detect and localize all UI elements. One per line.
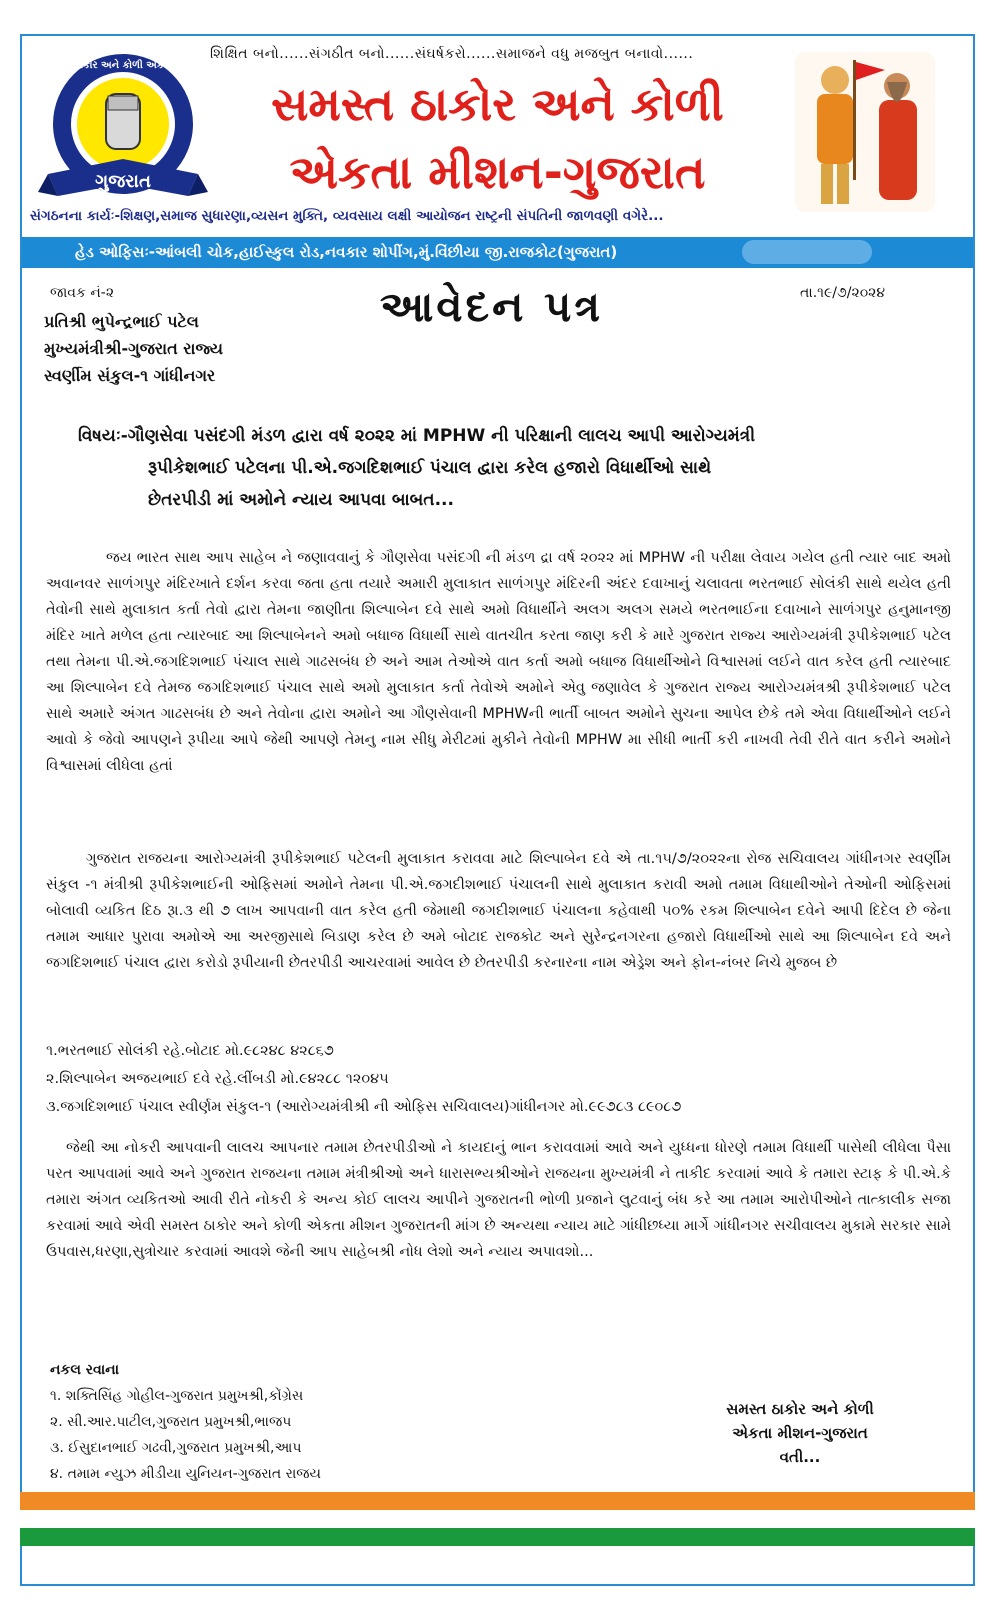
- logo-ring-text: સમસ્ત ઠાકોર અને કોળી એકતા મીશન: [44, 60, 202, 71]
- document-title: આવેદન પત્ર: [380, 282, 604, 331]
- accused-item: ૧.ભરતભાઈ સોલંકી રહે.બોટાદ મો.૯૮૨૪૮ ૪૨૮૬૭: [46, 1043, 334, 1059]
- copy-to-item: ૪. તમામ ન્યુઝ મીડીયા યુનિયન-ગુજરાત રાજય: [50, 1466, 321, 1482]
- copy-to-heading: નકલ રવાના: [50, 1362, 120, 1378]
- copy-to-item: ૩. ઈસુદાનભાઈ ગઢવી,ગુજરાત પ્રમુખશ્રી,આપ: [50, 1440, 302, 1456]
- signature-line: વતી...: [779, 1448, 821, 1466]
- org-title-line2: એકતા મીશન-ગુજરાત: [289, 145, 706, 199]
- letter-date: તા.૧૯/૭/૨૦૨૪: [800, 285, 886, 301]
- signature-line: સમસ્ત ઠાકોર અને કોળી: [726, 1400, 874, 1418]
- logo-banner-text: ગુજરાત: [95, 171, 151, 192]
- deity-illustration: [795, 52, 935, 212]
- head-office-address: હેડ ઓફિસઃ-આંબલી ચોક,હાઈસ્કુલ રોડ,નવકાર શોપીંગ,મું.વિંછીયા જી.રાજકોટ(ગુજરાત): [75, 243, 618, 261]
- copy-to-item: ૧. શક્તિસિંહ ગોહીલ-ગુજરાત પ્રમુખશ્રી,કોંગ્રેસ: [50, 1388, 304, 1404]
- subject-line: રૂપીકેશભાઈ પટેલના પી.એ.જગદિશભાઈ પંચાલ દ્વારા કરેલ હજારો વિધાર્થીઓ સાથે: [148, 458, 712, 478]
- tricolor-green-band: [20, 1528, 975, 1546]
- signature-line: એકતા મીશન-ગુજરાત: [732, 1424, 868, 1442]
- organization-logo: [28, 44, 218, 209]
- tricolor-white-band: [20, 1510, 975, 1528]
- tricolor-saffron-band: [20, 1492, 975, 1510]
- body-paragraph-1: જય ભારત સાથ આપ સાહેબ ને જણાવવાનું કે ગૌણસેવા પસંદગી ની મંડળ દ્રા વર્ષ ૨૦૨૨ માં MPHW ની પરીક્ષા લેવાય ગયેલ હતી ત્યાર બાદ અમો અવાનવર સાળંગપુર મંદિરખાતે દર્શન કરવા જતા હતા તયારે અમારી મુલાકાત સાળંગપુર મંદિરની અંદર દવાખાનું ચલાવતા ભરતભાઈ સોલંકી સાથે થયેલ હતી તેવોની સાથે મુલાકાત કર્તા તેવો દ્વારા તેમના જાણીતા શિલ્પાબેન દવે સાથે અમો વિધાર્થીને અલગ અલગ સમયે ભરતભાઈના દવાખાને સાળંગપુર હનુમાનજી મંદિર ખાતે મળેલ હતા ત્યારબાદ આ શિલ્પાબેનને અમો બધાજ વિધાર્થી સાથે વાતચીત કરતા જાણ કરી કે મારે ગુજરાત રાજ્ય આરોગ્યમંત્રી રૂપીકેશભાઈ પટેલ તથા તેમના પી.એ.જગદિશભાઈ પંચાલ સાથે ગાઢસબંધ છે અને આમ તેઓએ વાત કર્તા અમો બધાજ વિધાર્થીઓને વિશ્વાસમાં લઈને વાત કરેલ હતી ત્યારબાદ આ શિલ્પાબેન દવે તેમજ જગદિશભાઈ પંચાલ સાથે અમો મુલાકાત કર્તા તેવોએ અમોને એવુ જણાવેલ કે ગુજરાત રાજ્ય આરોગ્યમંત્રશ્રી રૂપીકેશભાઈ પટેલ સાથે અમારે અંગત ગાઢસબંધ છે અને તેવોના દ્વારા અમોને આ ગૌણસેવાની MPHWની ભાર્તી બાબત અમોને સુચના આપેલ છેકે તમે એવા વિધાર્થીઓને લઈને આવો કે જેવો આપણને રૂપીયા આપે જેથી આપણે તેમનુ નામ સીધુ મેરીટમાં મુકીને તેવોની MPHW મા સીધી ભાર્તી કરી નાખવી તેવી રીતે વાત કરીને અમોને વિશ્વાસમાં લીધેલા હતાં: [46, 550, 951, 774]
- accused-item: ૨.શિલ્પાબેન અજયભાઈ દવે રહે.લીંબડી મો.૯૪૨૮૮ ૧૨૦૪૫: [46, 1071, 389, 1087]
- subject-line: વિષયઃ-ગૌણસેવા પસંદગી મંડળ દ્વારા વર્ષ ૨૦૨૨ માં MPHW ની પરિક્ષાની લાલચ આપી આરોગ્યમંત્રી: [78, 426, 756, 446]
- subject: [78, 420, 938, 516]
- body-paragraph-2: ગુજરાત રાજયના આરોગ્યમંત્રી રૂપીકેશભાઈ પટેલની મુલાકાત કરાવવા માટે શિલ્પાબેન દવે એ તા.૧૫/૭/૨૦૨૨ના રોજ સચિવાલય ગાંધીનગર સ્વર્ણીમ સંકુલ -૧ મંત્રીશ્રી રૂપીકેશભાઈની ઓફિસમાં અમોને તેમના પી.એ.જગદીશભાઈ પંચાલની સાથે મુલાકાત કરાવી અમો તમામ વિધાથીઓને તેઓની ઓફિસમાં બોલાવી વ્યકિત દિઠ રૂા.૩ થી ૭ લાખ આપવાની વાત કરેલ હતી જેમાથી જગદીશભાઈ પંચાલના કહેવાથી ૫૦% રકમ શિલ્પાબેન દવેને આપી દિદેલ છે જેના તમામ આધાર પુરાવા અમોએ આ અરજીસાથે બિડાણ કરેલ છે અમે બોટાદ રાજકોટ અને સુરેન્દ્રનગરના હજારો વિધાર્થીઓ સાથે આ શિલ્પાબેન દવે અને જગદિશભાઈ પંચાલ દ્વારા કરોડો રૂપીયાની છેતરપીડી આચરવામાં આવેલ છે છેતરપીડી કરનારના નામ એડ્રેશ અને ફોન-નંબર નિચે મુજબ છે: [46, 851, 951, 971]
- org-title-line1: સમસ્ત ઠાકોર અને કોળી: [271, 77, 724, 131]
- signature-block: [700, 1397, 900, 1469]
- recipient-line: પ્રતિશ્રી ભુપેન્દ્રભાઈ પટેલ: [44, 312, 199, 331]
- subject-line: છેતરપીડી માં અમોને ન્યાય આપવા બાબત...: [148, 490, 454, 510]
- recipient-line: મુખ્યમંત્રીશ્રી-ગુજરાત રાજ્ય: [44, 339, 224, 358]
- redacted-blur: [742, 240, 872, 264]
- body-paragraph-3: જેથી આ નોકરી આપવાની લાલચ આપનાર તમામ છેતરપીડીઓ ને કાયદાનું ભાન કરાવવામાં આવે અને યુધ્ધના ધોરણે તમામ વિધાર્થી પાસેથી લીધેલા પૈસા પરત આપવામાં આવે અને ગુજરાત રાજયના તમામ મંત્રીશ્રીઓ અને ધારાસભ્યશ્રીઓને રાજયના મુખ્યમંત્રી ને તાકીદ કરવામાં આવે કે તમારા સ્ટાફ કે પી.એ.કે તમારા અંગત વ્યકિતઓ આવી રીતે નોકરી કે અન્ય કોઈ લાલચ આપીને ગુજરાતની ભોળી પ્રજાને લુટવાનું બંધ કરે આ તમામ આરોપીઓને તાત્કાલીક સજા કરવામાં આવે એવી સમસ્ત ઠાકોર અને કોળી એકતા મીશન ગુજરાતની માંગ છે અન્યથા ન્યાય માટે ગાંધીછધ્યા માર્ગે ગાંધીનગર સચીવાલય મુકામે સરકાર સામે ઉપવાસ,ધરણા,સુત્રોચાર કરવામાં આવશે જેની આપ સાહેબશ્રી નોધ લેશો અને ન્યાય અપાવશો...: [46, 1140, 951, 1260]
- copy-to-item: ૨. સી.આર.પાટીલ,ગુજરાત પ્રમુખશ્રી,ભાજપ: [50, 1414, 292, 1430]
- outward-number: જાવક નં-૨: [50, 285, 115, 301]
- recipient-line: સ્વર્ણીમ સંકુલ-૧ ગાંધીનગર: [44, 366, 216, 385]
- organization-activities: સંગઠનના કાર્યઃ-શિક્ષણ,સમાજ સુધારણા,વ્યસન મુક્તિ, વ્યવસાય લક્ષી આયોજન રાષ્ટ્રની સંપતિની જાળવણી વગેરે...: [30, 208, 664, 224]
- slogan: શિક્ષિત બનો......સંગઠીત બનો......સંઘર્ષકરો......સમાજને વધુ મજબુત બનાવો......: [210, 46, 694, 62]
- accused-item: ૩.જગદિશભાઈ પંચાલ સ્વીર્ણમ સંકુલ-૧ (આરોગ્યમંત્રીશ્રી ની ઓફિસ સચિવાલય)ગાંધીનગર મો.૯૯૭૮૩ ૮૯૦૮૭: [46, 1099, 682, 1115]
